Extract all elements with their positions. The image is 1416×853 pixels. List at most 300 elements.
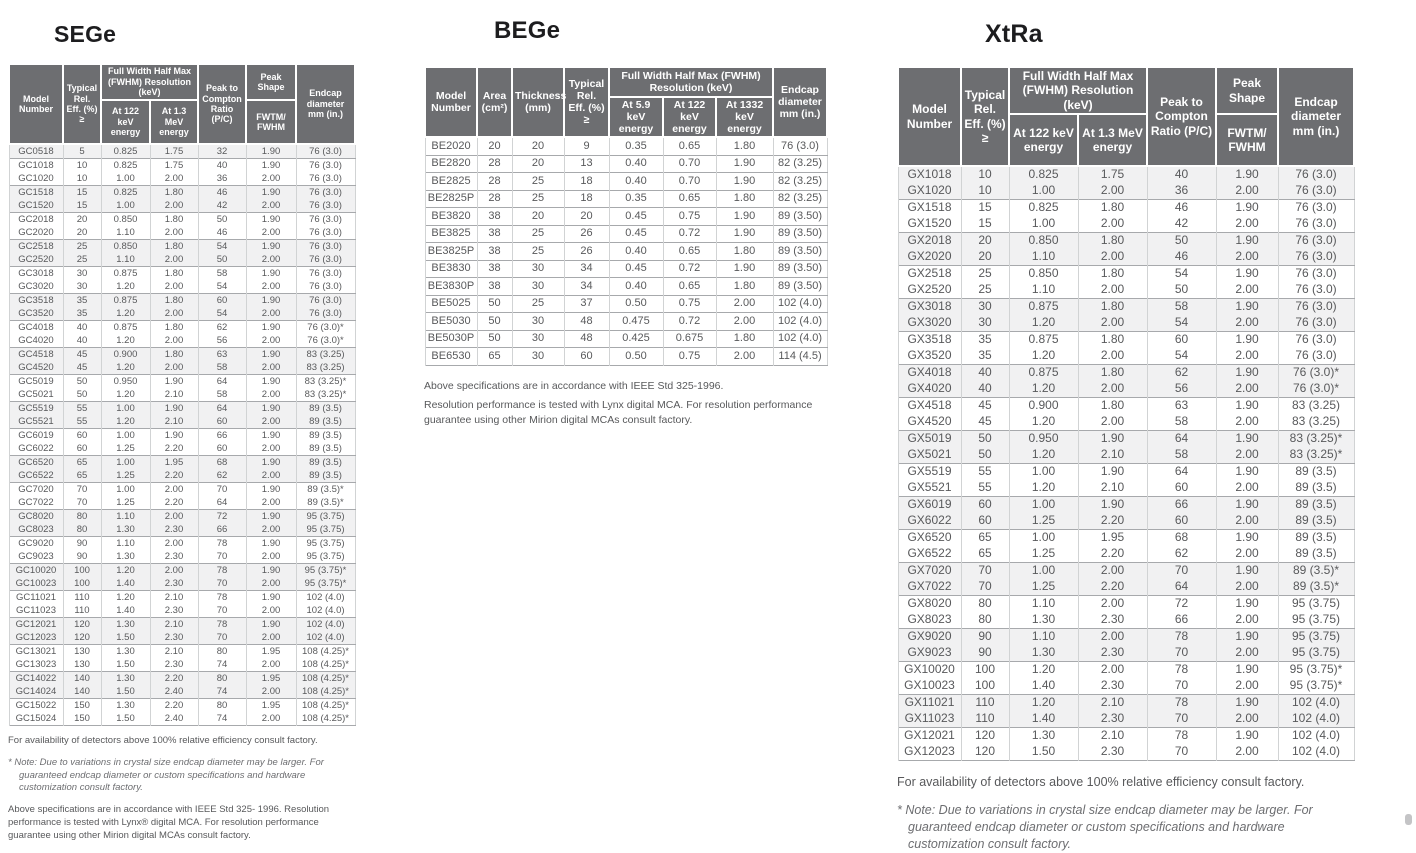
value-cell: 0.875 — [1009, 299, 1078, 316]
value-cell: 1.80 — [1078, 200, 1147, 217]
model-cell: GX1518 — [898, 200, 961, 217]
value-cell: 76 (3.0)* — [296, 334, 355, 348]
value-cell: 50 — [1147, 282, 1216, 299]
value-cell: 1.80 — [150, 267, 198, 281]
value-cell: 0.675 — [663, 330, 716, 348]
value-cell: 70 — [961, 579, 1009, 596]
value-cell: 89 (3.50) — [773, 243, 827, 261]
value-cell: 74 — [198, 712, 246, 726]
value-cell: 1.20 — [1009, 414, 1078, 431]
model-cell: GC4018 — [9, 321, 63, 335]
model-cell: GX11021 — [898, 695, 961, 712]
value-cell: 2.00 — [1078, 563, 1147, 580]
value-cell: 2.20 — [150, 672, 198, 686]
value-cell: 70 — [198, 550, 246, 564]
table-row — [9, 402, 355, 416]
table-row — [9, 672, 355, 686]
col-header-model: Model Number — [425, 67, 477, 137]
value-cell: 25 — [512, 190, 564, 208]
model-cell: GC1518 — [9, 186, 63, 200]
value-cell: 70 — [1147, 645, 1216, 662]
value-cell: 76 (3.0) — [1278, 282, 1354, 299]
value-cell: 2.00 — [1078, 249, 1147, 266]
value-cell: 2.00 — [1216, 447, 1278, 464]
value-cell: 95 (3.75) — [1278, 629, 1354, 646]
table-row — [9, 307, 355, 321]
value-cell: 2.00 — [246, 523, 296, 537]
value-cell: 2.00 — [246, 712, 296, 726]
value-cell: 50 — [477, 295, 512, 313]
value-cell: 1.90 — [246, 294, 296, 308]
value-cell: 102 (4.0) — [773, 313, 827, 331]
sege-note-ieee: Above specifications are in accordance with IEEE Std 325- 1996. Resolution performance is tested with Lynx® digital MCA. For resolution performance guarantee using other Mirion digital MCAs consult factory. — [8, 804, 330, 841]
table-row — [898, 579, 1354, 596]
value-cell: 1.90 — [246, 510, 296, 524]
value-cell: 20 — [477, 137, 512, 155]
model-cell: GX3018 — [898, 299, 961, 316]
value-cell: 1.90 — [1216, 398, 1278, 415]
value-cell: 70 — [198, 604, 246, 618]
model-cell: GC3018 — [9, 267, 63, 281]
value-cell: 140 — [63, 672, 101, 686]
value-cell: 1.20 — [1009, 480, 1078, 497]
value-cell: 0.75 — [663, 208, 716, 226]
value-cell: 1.00 — [101, 456, 150, 470]
value-cell: 78 — [198, 564, 246, 578]
value-cell: 1.90 — [716, 225, 773, 243]
value-cell: 40 — [63, 321, 101, 335]
value-cell: 80 — [961, 596, 1009, 613]
col-header-model: Model Number — [898, 67, 961, 166]
xtra-note-asterisk: * Note: Due to variations in crystal size endcap diameter may be larger. For guaranteed endcap diameter or custom specifications and hardware customization consult factory. — [897, 803, 1313, 851]
value-cell: 102 (4.0) — [1278, 695, 1354, 712]
value-cell: 45 — [961, 414, 1009, 431]
value-cell: 25 — [512, 225, 564, 243]
value-cell: 58 — [198, 361, 246, 375]
table-row — [425, 348, 827, 366]
value-cell: 83 (3.25)* — [296, 388, 355, 402]
table-row — [9, 226, 355, 240]
value-cell: 60 — [198, 415, 246, 429]
value-cell: 76 (3.0) — [1278, 315, 1354, 332]
table-row — [9, 172, 355, 186]
value-cell: 2.00 — [150, 564, 198, 578]
model-cell: GC3520 — [9, 307, 63, 321]
value-cell: 35 — [63, 307, 101, 321]
model-cell: GX10023 — [898, 678, 961, 695]
value-cell: 2.00 — [150, 483, 198, 497]
value-cell: 100 — [63, 577, 101, 591]
value-cell: 1.30 — [101, 618, 150, 632]
table-row — [425, 137, 827, 155]
value-cell: 1.90 — [716, 173, 773, 191]
value-cell: 20 — [512, 137, 564, 155]
value-cell: 2.00 — [246, 496, 296, 510]
value-cell: 2.00 — [246, 361, 296, 375]
value-cell: 50 — [198, 253, 246, 267]
value-cell: 82 (3.25) — [773, 155, 827, 173]
value-cell: 89 (3.5) — [296, 456, 355, 470]
value-cell: 89 (3.5)* — [296, 496, 355, 510]
model-cell: GX7022 — [898, 579, 961, 596]
value-cell: 1.90 — [246, 564, 296, 578]
model-cell: BE5030 — [425, 313, 477, 331]
value-cell: 2.00 — [246, 172, 296, 186]
table-row — [9, 685, 355, 699]
bege-table-header — [425, 67, 827, 137]
value-cell: 1.90 — [150, 429, 198, 443]
value-cell: 0.65 — [663, 137, 716, 155]
value-cell: 1.10 — [101, 537, 150, 551]
value-cell: 120 — [961, 728, 1009, 745]
model-cell: GX5021 — [898, 447, 961, 464]
value-cell: 1.90 — [246, 240, 296, 254]
value-cell: 1.90 — [1078, 464, 1147, 481]
value-cell: 25 — [512, 295, 564, 313]
table-row — [898, 447, 1354, 464]
value-cell: 42 — [1147, 216, 1216, 233]
sege-section — [8, 0, 354, 843]
value-cell: 1.90 — [1216, 497, 1278, 514]
model-cell: GC4520 — [9, 361, 63, 375]
value-cell: 2.00 — [246, 226, 296, 240]
value-cell: 2.00 — [716, 348, 773, 366]
value-cell: 2.00 — [150, 280, 198, 294]
value-cell: 2.30 — [150, 577, 198, 591]
model-cell: GC11023 — [9, 604, 63, 618]
value-cell: 2.00 — [1216, 711, 1278, 728]
value-cell: 1.00 — [1009, 183, 1078, 200]
table-row — [898, 183, 1354, 200]
value-cell: 2.00 — [1216, 381, 1278, 398]
value-cell: 89 (3.5) — [296, 469, 355, 483]
value-cell: 1.80 — [150, 240, 198, 254]
value-cell: 82 (3.25) — [773, 190, 827, 208]
value-cell: 1.90 — [1216, 266, 1278, 283]
value-cell: 2.00 — [246, 280, 296, 294]
table-row — [9, 577, 355, 591]
value-cell: 2.20 — [1078, 579, 1147, 596]
value-cell: 1.90 — [1216, 233, 1278, 250]
value-cell: 78 — [198, 537, 246, 551]
value-cell: 76 (3.0) — [296, 267, 355, 281]
value-cell: 40 — [198, 159, 246, 173]
table-row — [425, 278, 827, 296]
model-cell: GX1520 — [898, 216, 961, 233]
value-cell: 64 — [198, 496, 246, 510]
value-cell: 34 — [564, 260, 609, 278]
value-cell: 2.00 — [246, 442, 296, 456]
value-cell: 1.50 — [1009, 744, 1078, 761]
value-cell: 1.90 — [246, 144, 296, 159]
value-cell: 1.90 — [246, 456, 296, 470]
value-cell: 54 — [1147, 348, 1216, 365]
value-cell: 1.20 — [101, 307, 150, 321]
value-cell: 28 — [477, 190, 512, 208]
model-cell: GC4020 — [9, 334, 63, 348]
value-cell: 1.90 — [1216, 200, 1278, 217]
model-cell: GC13021 — [9, 645, 63, 659]
value-cell: 2.00 — [1078, 216, 1147, 233]
value-cell: 25 — [63, 253, 101, 267]
value-cell: 56 — [1147, 381, 1216, 398]
value-cell: 2.30 — [150, 631, 198, 645]
value-cell: 89 (3.50) — [773, 260, 827, 278]
model-cell: GX1018 — [898, 166, 961, 183]
value-cell: 1.00 — [101, 429, 150, 443]
value-cell: 60 — [1147, 332, 1216, 349]
value-cell: 1.10 — [1009, 249, 1078, 266]
col-header-peak-compton: Peak to Compton Ratio (P/C) — [1147, 67, 1216, 166]
value-cell: 95 (3.75) — [1278, 612, 1354, 629]
model-cell: GC7020 — [9, 483, 63, 497]
value-cell: 1.40 — [1009, 678, 1078, 695]
value-cell: 38 — [477, 260, 512, 278]
value-cell: 76 (3.0) — [773, 137, 827, 155]
value-cell: 25 — [63, 240, 101, 254]
value-cell: 0.70 — [663, 155, 716, 173]
model-cell: BE2825 — [425, 173, 477, 191]
value-cell: 102 (4.0) — [1278, 728, 1354, 745]
value-cell: 66 — [1147, 497, 1216, 514]
table-row — [898, 645, 1354, 662]
value-cell: 1.25 — [101, 469, 150, 483]
value-cell: 2.10 — [150, 618, 198, 632]
model-cell: GC7022 — [9, 496, 63, 510]
value-cell: 0.70 — [663, 173, 716, 191]
value-cell: 0.850 — [101, 240, 150, 254]
value-cell: 2.00 — [1216, 645, 1278, 662]
value-cell: 35 — [961, 332, 1009, 349]
value-cell: 36 — [198, 172, 246, 186]
value-cell: 0.825 — [101, 144, 150, 159]
col-header-fwtm-fwhm: FWTM/ FWHM — [1216, 114, 1278, 166]
model-cell: GX8023 — [898, 612, 961, 629]
model-cell: GX3518 — [898, 332, 961, 349]
value-cell: 83 (3.25)* — [296, 375, 355, 389]
table-row — [9, 240, 355, 254]
value-cell: 80 — [198, 672, 246, 686]
value-cell: 2.30 — [150, 604, 198, 618]
value-cell: 0.875 — [101, 294, 150, 308]
value-cell: 76 (3.0)* — [1278, 381, 1354, 398]
value-cell: 1.25 — [1009, 513, 1078, 530]
table-row — [425, 330, 827, 348]
value-cell: 89 (3.5) — [296, 415, 355, 429]
value-cell: 83 (3.25)* — [1278, 431, 1354, 448]
table-row — [898, 414, 1354, 431]
value-cell: 2.10 — [150, 415, 198, 429]
table-row — [425, 225, 827, 243]
value-cell: 60 — [63, 429, 101, 443]
table-row — [898, 711, 1354, 728]
value-cell: 0.40 — [609, 243, 663, 261]
value-cell: 20 — [63, 226, 101, 240]
value-cell: 60 — [198, 294, 246, 308]
value-cell: 89 (3.5) — [1278, 480, 1354, 497]
value-cell: 76 (3.0)* — [296, 321, 355, 335]
table-row — [9, 631, 355, 645]
value-cell: 0.40 — [609, 155, 663, 173]
value-cell: 76 (3.0) — [296, 294, 355, 308]
value-cell: 58 — [1147, 447, 1216, 464]
model-cell: BE5025 — [425, 295, 477, 313]
value-cell: 25 — [961, 266, 1009, 283]
value-cell: 1.20 — [101, 361, 150, 375]
value-cell: 76 (3.0) — [296, 307, 355, 321]
value-cell: 2.00 — [246, 577, 296, 591]
scrollbar-thumb[interactable] — [1405, 814, 1412, 825]
model-cell: BE3820 — [425, 208, 477, 226]
value-cell: 0.850 — [1009, 266, 1078, 283]
value-cell: 89 (3.5)* — [296, 483, 355, 497]
value-cell: 76 (3.0)* — [1278, 365, 1354, 382]
value-cell: 74 — [198, 658, 246, 672]
sege-note-asterisk: * Note: Due to variations in crystal size endcap diameter may be larger. For guaranteed endcap diameter or custom specifications and hardware customization consult factory. — [8, 756, 324, 794]
value-cell: 1.90 — [1078, 431, 1147, 448]
value-cell: 1.30 — [1009, 612, 1078, 629]
value-cell: 38 — [477, 243, 512, 261]
value-cell: 130 — [63, 645, 101, 659]
value-cell: 78 — [198, 618, 246, 632]
model-cell: GX2520 — [898, 282, 961, 299]
value-cell: 1.30 — [1009, 645, 1078, 662]
value-cell: 1.75 — [150, 159, 198, 173]
value-cell: 0.65 — [663, 278, 716, 296]
value-cell: 2.00 — [716, 295, 773, 313]
value-cell: 46 — [1147, 249, 1216, 266]
col-header-rel-eff: Typical Rel. Eff. (%) ≥ — [63, 64, 101, 144]
value-cell: 60 — [564, 348, 609, 366]
value-cell: 2.00 — [246, 415, 296, 429]
col-header-rel-eff: Typical Rel. Eff. (%) ≥ — [961, 67, 1009, 166]
value-cell: 76 (3.0) — [296, 213, 355, 227]
table-row — [9, 537, 355, 551]
value-cell: 1.20 — [101, 334, 150, 348]
value-cell: 70 — [1147, 744, 1216, 761]
value-cell: 58 — [198, 267, 246, 281]
value-cell: 76 (3.0) — [296, 253, 355, 267]
value-cell: 18 — [564, 173, 609, 191]
value-cell: 1.90 — [1216, 332, 1278, 349]
value-cell: 62 — [198, 321, 246, 335]
value-cell: 100 — [961, 678, 1009, 695]
value-cell: 76 (3.0) — [1278, 216, 1354, 233]
value-cell: 78 — [198, 591, 246, 605]
value-cell: 70 — [63, 483, 101, 497]
value-cell: 0.875 — [1009, 332, 1078, 349]
value-cell: 68 — [1147, 530, 1216, 547]
model-cell: GC3518 — [9, 294, 63, 308]
value-cell: 76 (3.0) — [296, 199, 355, 213]
value-cell: 0.72 — [663, 260, 716, 278]
value-cell: 89 (3.5) — [296, 442, 355, 456]
value-cell: 1.20 — [101, 388, 150, 402]
value-cell: 80 — [63, 510, 101, 524]
value-cell: 50 — [961, 431, 1009, 448]
value-cell: 2.00 — [1078, 282, 1147, 299]
bege-table-body — [425, 137, 827, 365]
table-row — [9, 321, 355, 335]
table-row — [898, 497, 1354, 514]
table-row — [898, 233, 1354, 250]
value-cell: 30 — [512, 278, 564, 296]
value-cell: 2.00 — [1216, 216, 1278, 233]
table-row — [9, 159, 355, 173]
value-cell: 20 — [63, 213, 101, 227]
value-cell: 65 — [63, 456, 101, 470]
value-cell: 120 — [63, 631, 101, 645]
value-cell: 1.00 — [101, 483, 150, 497]
value-cell: 1.90 — [246, 618, 296, 632]
table-row — [898, 282, 1354, 299]
value-cell: 68 — [198, 456, 246, 470]
value-cell: 0.875 — [1009, 365, 1078, 382]
model-cell: GC2520 — [9, 253, 63, 267]
value-cell: 1.90 — [246, 321, 296, 335]
value-cell: 40 — [961, 381, 1009, 398]
table-row — [9, 699, 355, 713]
value-cell: 30 — [961, 315, 1009, 332]
value-cell: 2.00 — [150, 510, 198, 524]
value-cell: 83 (3.25) — [296, 361, 355, 375]
table-row — [898, 348, 1354, 365]
value-cell: 0.40 — [609, 173, 663, 191]
value-cell: 55 — [961, 464, 1009, 481]
model-cell: GX1020 — [898, 183, 961, 200]
value-cell: 76 (3.0) — [1278, 266, 1354, 283]
model-cell: GX4018 — [898, 365, 961, 382]
value-cell: 65 — [961, 530, 1009, 547]
value-cell: 2.10 — [1078, 728, 1147, 745]
value-cell: 30 — [63, 267, 101, 281]
value-cell: 95 (3.75) — [1278, 645, 1354, 662]
table-row — [898, 678, 1354, 695]
value-cell: 60 — [198, 442, 246, 456]
value-cell: 20 — [512, 208, 564, 226]
value-cell: 70 — [961, 563, 1009, 580]
value-cell: 0.45 — [609, 260, 663, 278]
value-cell: 2.00 — [1216, 513, 1278, 530]
value-cell: 1.00 — [1009, 497, 1078, 514]
model-cell: GC12023 — [9, 631, 63, 645]
value-cell: 1.80 — [1078, 266, 1147, 283]
value-cell: 2.00 — [1216, 678, 1278, 695]
value-cell: 54 — [198, 307, 246, 321]
value-cell: 89 (3.5) — [1278, 497, 1354, 514]
value-cell: 1.90 — [246, 537, 296, 551]
model-cell: GC8020 — [9, 510, 63, 524]
value-cell: 55 — [961, 480, 1009, 497]
model-cell: GC2018 — [9, 213, 63, 227]
value-cell: 64 — [198, 402, 246, 416]
table-row — [9, 334, 355, 348]
value-cell: 56 — [198, 334, 246, 348]
value-cell: 76 (3.0) — [296, 240, 355, 254]
value-cell: 0.425 — [609, 330, 663, 348]
value-cell: 108 (4.25)* — [296, 645, 355, 659]
table-row — [9, 144, 355, 159]
value-cell: 2.00 — [246, 388, 296, 402]
value-cell: 1.90 — [246, 159, 296, 173]
value-cell: 0.45 — [609, 225, 663, 243]
table-row — [9, 591, 355, 605]
value-cell: 0.875 — [101, 267, 150, 281]
model-cell: GX4518 — [898, 398, 961, 415]
model-cell: GC9020 — [9, 537, 63, 551]
model-cell: GX2020 — [898, 249, 961, 266]
value-cell: 102 (4.0) — [773, 295, 827, 313]
